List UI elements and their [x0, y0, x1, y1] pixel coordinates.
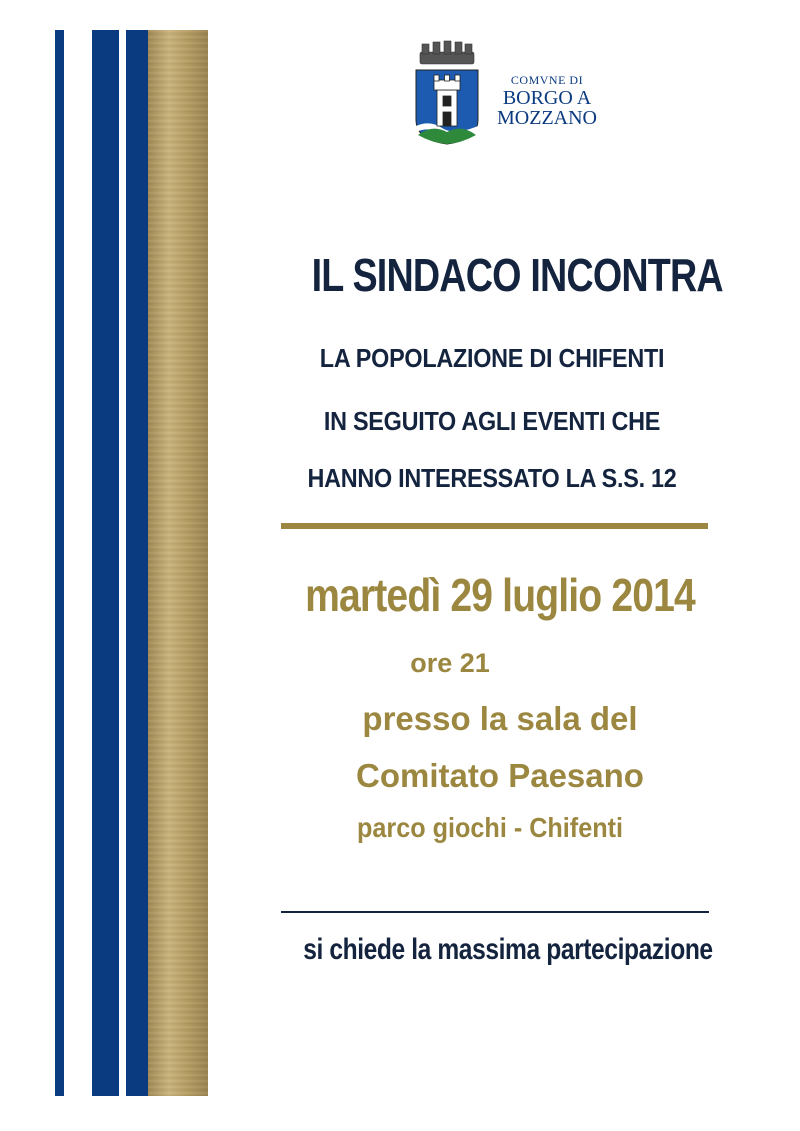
subheadline-line-1: LA POPOLAZIONE DI CHIFENTI: [319, 343, 665, 373]
subheadline-line-3: HANNO INTERESSATO LA S.S. 12: [307, 463, 677, 493]
bottom-divider: [281, 911, 709, 913]
event-venue-line-2: Comitato Paesano: [356, 757, 644, 794]
event-time: ore 21: [410, 648, 490, 678]
logo-line-2: BORGO A: [502, 87, 592, 109]
participation-appeal: si chiede la massima partecipazione: [303, 933, 713, 966]
coat-of-arms-tower-icon: [412, 40, 482, 146]
headline: IL SINDACO INCONTRA: [311, 249, 723, 301]
logo-line-3: MOZZANO: [497, 107, 597, 129]
event-venue-line-1: presso la sala del: [362, 700, 638, 737]
left-blue-stripe-third: [126, 30, 148, 1096]
subheadline-line-2: IN SEGUITO AGLI EVENTI CHE: [323, 406, 661, 436]
gold-divider: [281, 523, 708, 529]
municipality-logo-text: [482, 74, 612, 128]
logo-line-1: COMVNE DI: [510, 73, 584, 87]
left-blue-stripe-thin: [55, 30, 64, 1096]
gold-textured-band: [148, 30, 208, 1096]
left-blue-stripe-wide: [92, 30, 119, 1096]
event-venue-line-3: parco giochi - Chifenti: [356, 812, 624, 843]
event-date: martedì 29 luglio 2014: [305, 569, 695, 621]
